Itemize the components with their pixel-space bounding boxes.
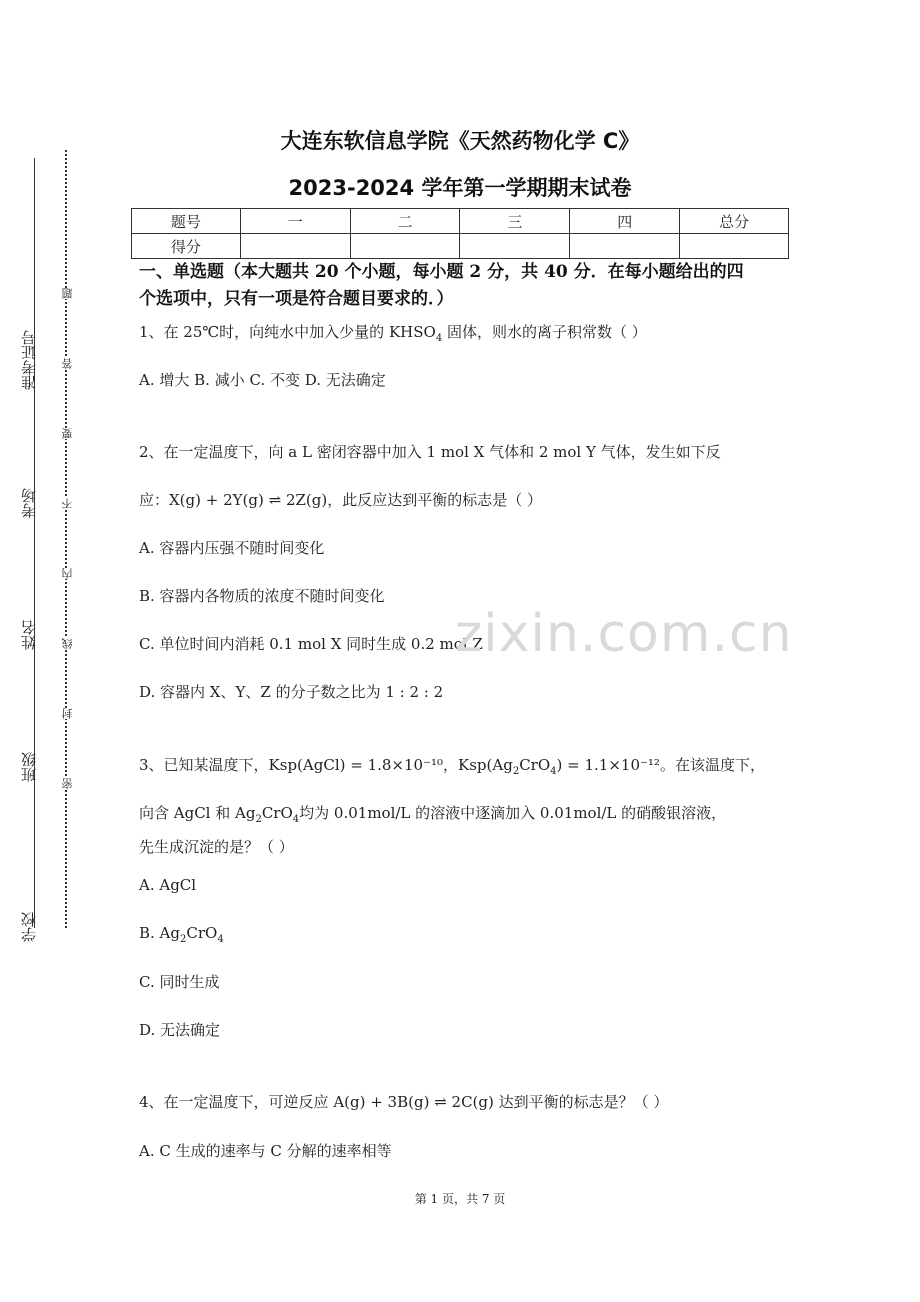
option-text: B. Ag bbox=[139, 924, 180, 942]
question-2-stem-line2: 应：X(g) + 2Y(g) ⇌ 2Z(g)，此反应达到平衡的标志是（ ） bbox=[139, 491, 542, 509]
seal-char: 答 bbox=[61, 358, 74, 369]
page-footer: 第 1 页，共 7 页 bbox=[414, 1192, 506, 1206]
seal-char: 题 bbox=[61, 288, 74, 299]
superscript: ⁻¹² bbox=[640, 756, 660, 774]
question-1-options: A. 增大 B. 减小 C. 不变 D. 无法确定 bbox=[139, 371, 386, 389]
score-table bbox=[131, 208, 789, 259]
question-3-option-d: D. 无法确定 bbox=[139, 1021, 221, 1039]
exam-subtitle: 2023-2024 学年第一学期期末试卷 bbox=[288, 176, 632, 200]
score-cell bbox=[460, 234, 570, 259]
label-class: 班级 bbox=[20, 752, 38, 782]
stem-text: 固体，则水的离子积常数（ ） bbox=[442, 323, 647, 341]
question-3-stem-line1 bbox=[139, 754, 799, 783]
question-4-option-a: A. C 生成的速率与 C 分解的速率相等 bbox=[139, 1142, 392, 1160]
header-cell: 总分 bbox=[680, 209, 789, 234]
section-heading-line: 一、单选题（本大题共 20 个小题，每小题 2 分，共 40 分．在每小题给出的四 bbox=[139, 262, 744, 282]
section-heading-line: 个选项中，只有一项是符合题目要求的．） bbox=[139, 289, 454, 309]
stem-text: 1、在 25℃时，向纯水中加入少量的 KHSO bbox=[139, 323, 436, 341]
stem-text: ，Ksp(Ag bbox=[443, 756, 513, 774]
subscript: 4 bbox=[550, 766, 557, 777]
score-table-score-row bbox=[132, 234, 789, 259]
header-cell: 二 bbox=[350, 209, 460, 234]
question-1-stem bbox=[139, 321, 799, 350]
watermark-text: zixin.com.cn bbox=[455, 604, 793, 664]
question-3-option-c: C. 同时生成 bbox=[139, 973, 220, 991]
subscript: 2 bbox=[512, 766, 520, 777]
exam-title: 大连东软信息学院《天然药物化学 C》 bbox=[280, 129, 640, 153]
superscript: ⁻¹⁰ bbox=[423, 756, 444, 774]
header-cell: 四 bbox=[570, 209, 680, 234]
label-name: 姓名 bbox=[20, 620, 38, 650]
stem-text: 3、已知某温度下，Ksp(AgCl) = 1.8×10 bbox=[139, 756, 424, 774]
question-2-option-d: D. 容器内 X、Y、Z 的分子数之比为 1 : 2 : 2 bbox=[139, 683, 444, 701]
subscript: 4 bbox=[217, 934, 224, 945]
stem-text: CrO bbox=[261, 804, 293, 822]
row-label-cell: 得分 bbox=[132, 234, 241, 259]
subscript: 2 bbox=[180, 934, 187, 945]
header-cell: 题号 bbox=[132, 209, 241, 234]
label-school: 学校 bbox=[20, 912, 38, 942]
score-cell bbox=[350, 234, 460, 259]
seal-char: 要 bbox=[61, 428, 74, 439]
question-2-option-a: A. 容器内压强不随时间变化 bbox=[139, 539, 325, 557]
seal-char: 封 bbox=[61, 708, 74, 719]
seal-char: 内 bbox=[61, 568, 74, 579]
subscript: 2 bbox=[255, 814, 262, 825]
seal-char: 不 bbox=[61, 498, 74, 509]
stem-text: ) = 1.1×10 bbox=[556, 756, 640, 774]
header-cell: 一 bbox=[240, 209, 350, 234]
stem-text: 向含 AgCl 和 Ag bbox=[139, 804, 256, 822]
section-heading bbox=[139, 259, 789, 313]
question-3-stem-line3: 先生成沉淀的是？（ ） bbox=[139, 838, 294, 856]
seal-char: 线 bbox=[61, 638, 74, 649]
subscript: 4 bbox=[292, 814, 300, 825]
question-3-stem-line2 bbox=[139, 802, 799, 831]
header-cell: 三 bbox=[460, 209, 570, 234]
label-exam-id: 准考证号 bbox=[20, 330, 38, 390]
option-text: CrO bbox=[186, 924, 218, 942]
question-2-option-c: C. 单位时间内消耗 0.1 mol X 同时生成 0.2 mol Z bbox=[139, 635, 483, 653]
stem-text: 。在该温度下， bbox=[659, 756, 765, 774]
score-cell bbox=[240, 234, 350, 259]
score-cell bbox=[680, 234, 789, 259]
question-4-stem: 4、在一定温度下，可逆反应 A(g) + 3B(g) ⇌ 2C(g) 达到平衡的标志是？（ ） bbox=[139, 1093, 669, 1111]
seal-char: 密 bbox=[61, 778, 74, 789]
stem-text: 均为 0.01mol/L 的溶液中逐滴加入 0.01mol/L 的硝酸银溶液， bbox=[299, 804, 727, 822]
binding-line bbox=[34, 158, 35, 928]
seal-dotted-line bbox=[65, 150, 67, 928]
score-cell bbox=[570, 234, 680, 259]
subscript: 4 bbox=[435, 333, 443, 344]
question-2-option-b: B. 容器内各物质的浓度不随时间变化 bbox=[139, 587, 385, 605]
score-table-header-row bbox=[132, 209, 789, 234]
question-3-option-a: A. AgCl bbox=[139, 876, 197, 894]
question-2-stem-line1: 2、在一定温度下，向 a L 密闭容器中加入 1 mol X 气体和 2 mol Y 气体，发生如下反 bbox=[139, 443, 721, 461]
label-exam-room: 考场 bbox=[20, 488, 38, 518]
question-3-option-b bbox=[139, 922, 799, 951]
stem-text: CrO bbox=[519, 756, 551, 774]
